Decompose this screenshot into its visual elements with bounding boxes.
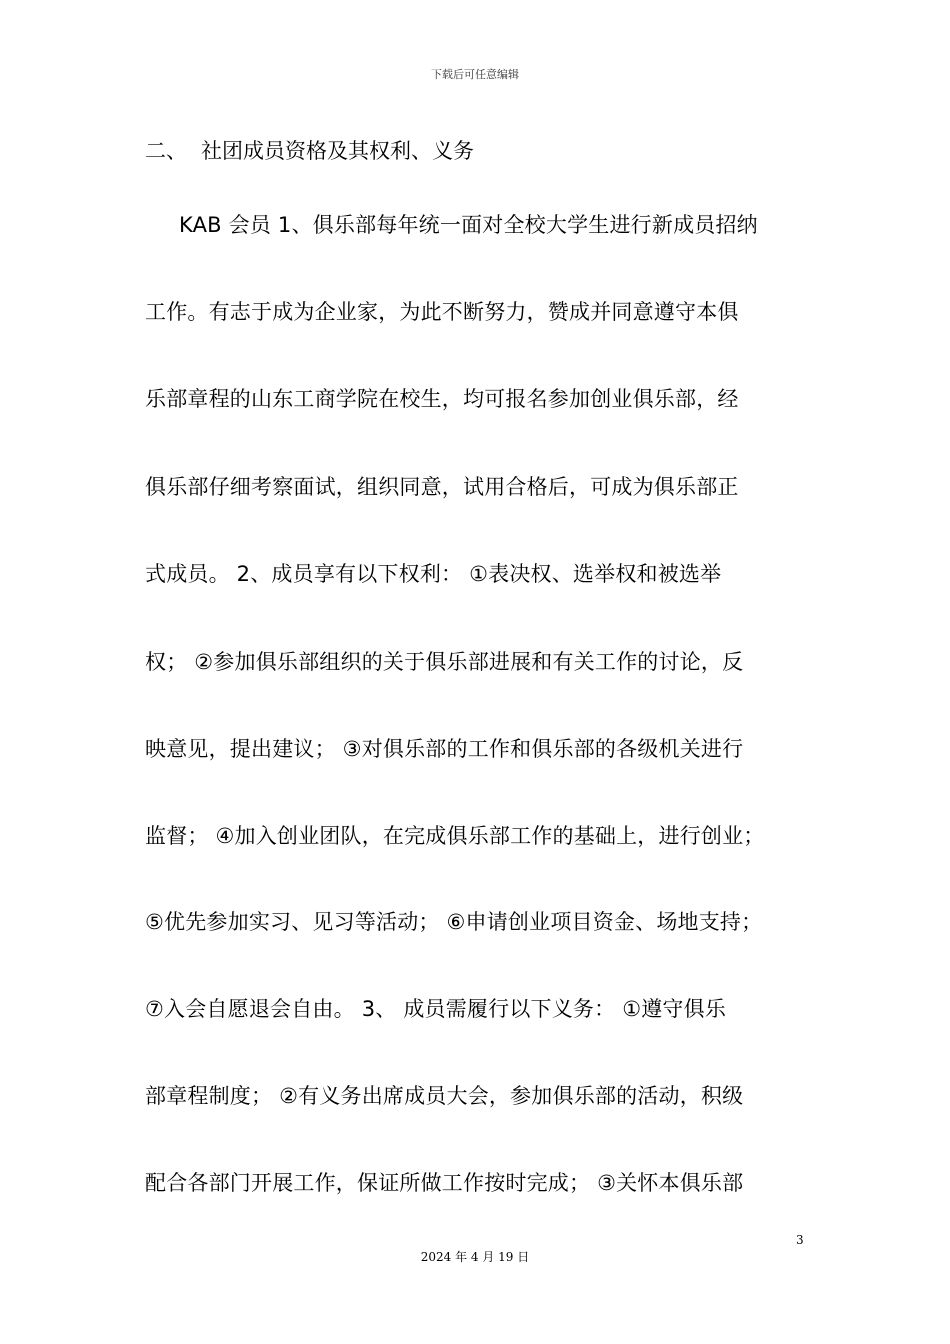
body-line: 监督； ④加入创业团队，在完成俱乐部工作的基础上，进行创业； bbox=[145, 824, 765, 848]
body-line: 乐部章程的山东工商学院在校生，均可报名参加创业俱乐部，经 bbox=[145, 387, 739, 411]
footer-date: 2024 年 4 月 19 日 bbox=[420, 1250, 530, 1264]
body-line: 映意见，提出建议； ③对俱乐部的工作和俱乐部的各级机关进行 bbox=[145, 737, 744, 761]
body-line: 工作。有志于成为企业家，为此不断努力，赞成并同意遵守本俱 bbox=[145, 300, 739, 324]
section-number: 二、 bbox=[145, 139, 187, 163]
section-heading bbox=[145, 136, 474, 166]
body-line: 权； ②参加俱乐部组织的关于俱乐部进展和有关工作的讨论，反 bbox=[145, 650, 744, 674]
body-line: 俱乐部仔细考察面试，组织同意，试用合格后，可成为俱乐部正 bbox=[145, 475, 739, 499]
body-line: ⑦入会自愿退会自由。 3、 成员需履行以下义务： ①遵守俱乐 bbox=[145, 997, 727, 1021]
body-line: 式成员。 2、成员享有以下权利： ①表决权、选举权和被选举 bbox=[145, 562, 722, 586]
body-line: KAB 会员 1、俱乐部每年统一面对全校大学生进行新成员招纳 bbox=[179, 213, 758, 237]
page-number: 3 bbox=[796, 1233, 804, 1247]
body-line: 配合各部门开展工作，保证所做工作按时完成； ③关怀本俱乐部 bbox=[145, 1171, 744, 1195]
section-title: 社团成员资格及其权利、义务 bbox=[201, 139, 474, 163]
body-line: ⑤优先参加实习、见习等活动； ⑥申请创业项目资金、场地支持； bbox=[145, 910, 763, 934]
body-line: 部章程制度； ②有义务出席成员大会，参加俱乐部的活动，积级 bbox=[145, 1084, 744, 1108]
page-header: 下载后可任意编辑 bbox=[431, 68, 519, 81]
